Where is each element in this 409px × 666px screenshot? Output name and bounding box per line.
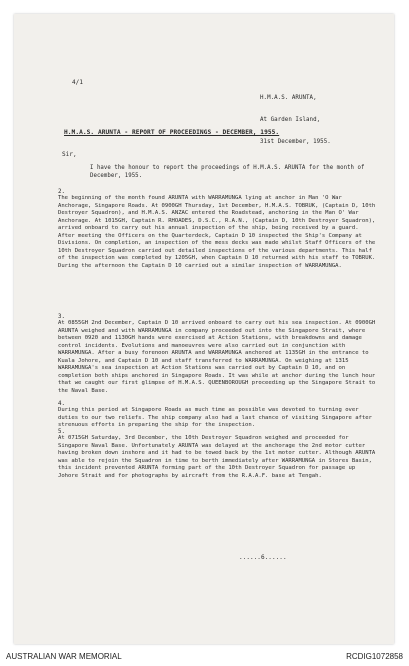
- archive-name: AUSTRALIAN WAR MEMORIAL: [6, 652, 122, 661]
- salutation: Sir,: [62, 151, 77, 158]
- address-line: 31st December, 1955.: [260, 139, 331, 145]
- paragraph-4: [58, 401, 378, 430]
- paragraph-number: 4.: [58, 401, 65, 407]
- paragraph-text: At 0715GH Saturday, 3rd December, the 10th Destroyer Squadron weighed and proceeded for Singapore Naval Base. Unfortunately ARUNTA was delayed at the anchorage the 2nd motor cutter having broken down inshore and it had to be towed back by the 1st motor cutter. Although ARUNTA was able to rejoin the Squadron in time to berth immediately after WARRAMUNGA in Stores Basin, this incident prevented ARUNTA forming part of the 10th Destroyer Squadron for passage up Johore Strait and for photographs by aircraft from the R.A.A.F. base at Tengah.: [58, 435, 376, 479]
- archive-footer: [0, 648, 409, 666]
- document-page: [14, 14, 394, 644]
- page-number: 4/1: [72, 79, 83, 86]
- page-turn-marker: ......6......: [239, 554, 287, 561]
- paragraph-text: During this period at Singapore Roads as much time as possible was devoted to turning over duties to our two reliefs. The ship company also had a last chance of visiting Singapore after strenuous efforts in preparing the ship for the inspection.: [58, 407, 372, 429]
- paragraph-text: At 0855GH 2nd December, Captain D 10 arrived onboard to carry out his sea inspection. At 0900GH ARUNTA weighed and with WARRAMUNGA in company proceeded out into the Singapore Strait, where between 0920 and 1130GH hands were exercised at Action Stations, with breakdowns and damage control incidents. Evolutions and manoeuvres were also carried out in conjunction with WARRAMUNGA. After a busy forenoon ARUNTA and WARRAMUNGA anchored at 1135GH in the entrance to Kuala Johore, and Captain D 10 and staff transferred to WARRAMUNGA. On weighing at 1315 WARRAMUNGA's sea inspection at Action Stations was carried out by Captain D 10, and on completion both ships anchored in Singapore Roads. It was while at anchor during the lunch hour that we caught our first glimpse of H.M.A.S. QUEENBOROUGH proceeding up the Singapore Strait to the Naval Base.: [58, 320, 376, 394]
- address-block: [260, 81, 380, 160]
- paragraph-2: [58, 189, 378, 270]
- paragraph-number: 2.: [58, 189, 65, 195]
- paragraph-5: [58, 429, 378, 480]
- paragraph-number: 5.: [58, 429, 65, 435]
- intro-paragraph: I have the honour to report the proceedings of H.M.A.S. ARUNTA for the month of December, 1955.: [90, 165, 365, 179]
- paragraph-3: [58, 314, 378, 395]
- report-heading: H.M.A.S. ARUNTA - REPORT OF PROCEEDINGS - DECEMBER, 1955.: [64, 129, 280, 136]
- address-line: H.M.A.S. ARUNTA,: [260, 95, 317, 102]
- address-line: At Garden Island,: [260, 117, 321, 124]
- record-id: RCDIG1072858: [346, 652, 403, 661]
- paragraph-number: 3.: [58, 314, 65, 320]
- paragraph-text: The beginning of the month found ARUNTA with WARRAMUNGA lying at anchor in Man 'O War Anchorage, Singapore Roads. At 0900GH Thursday, 1st December, H.M.A.S. TOBRUK, (Captain D, 10th Destroyer Squadron), and H.M.A.S. ANZAC entered the Roadstead, anchoring in the Man O' War Anchorage. At 1015GH, Captain R. RHOADES, D.S.C., R.A.N., (Captain D, 10th Destroyer Squadron), arrived onboard to carry out his annual inspection of the ship, being received by a guard. After meeting the Officers on the Quarterdeck, Captain D 10 inspected the Ship's Company at Divisions. On completion, an inspection of the mess decks was made whilst Staff Officers of the 10th Destroyer Squadron carried out detailed inspections of the various departments. This half of the inspection was completed by 1205GH, when Captain D 10 returned with his staff to TOBRUK. During the afternoon the Captain D 10 carried out a similar inspection of WARRAMUNGA.: [58, 195, 376, 269]
